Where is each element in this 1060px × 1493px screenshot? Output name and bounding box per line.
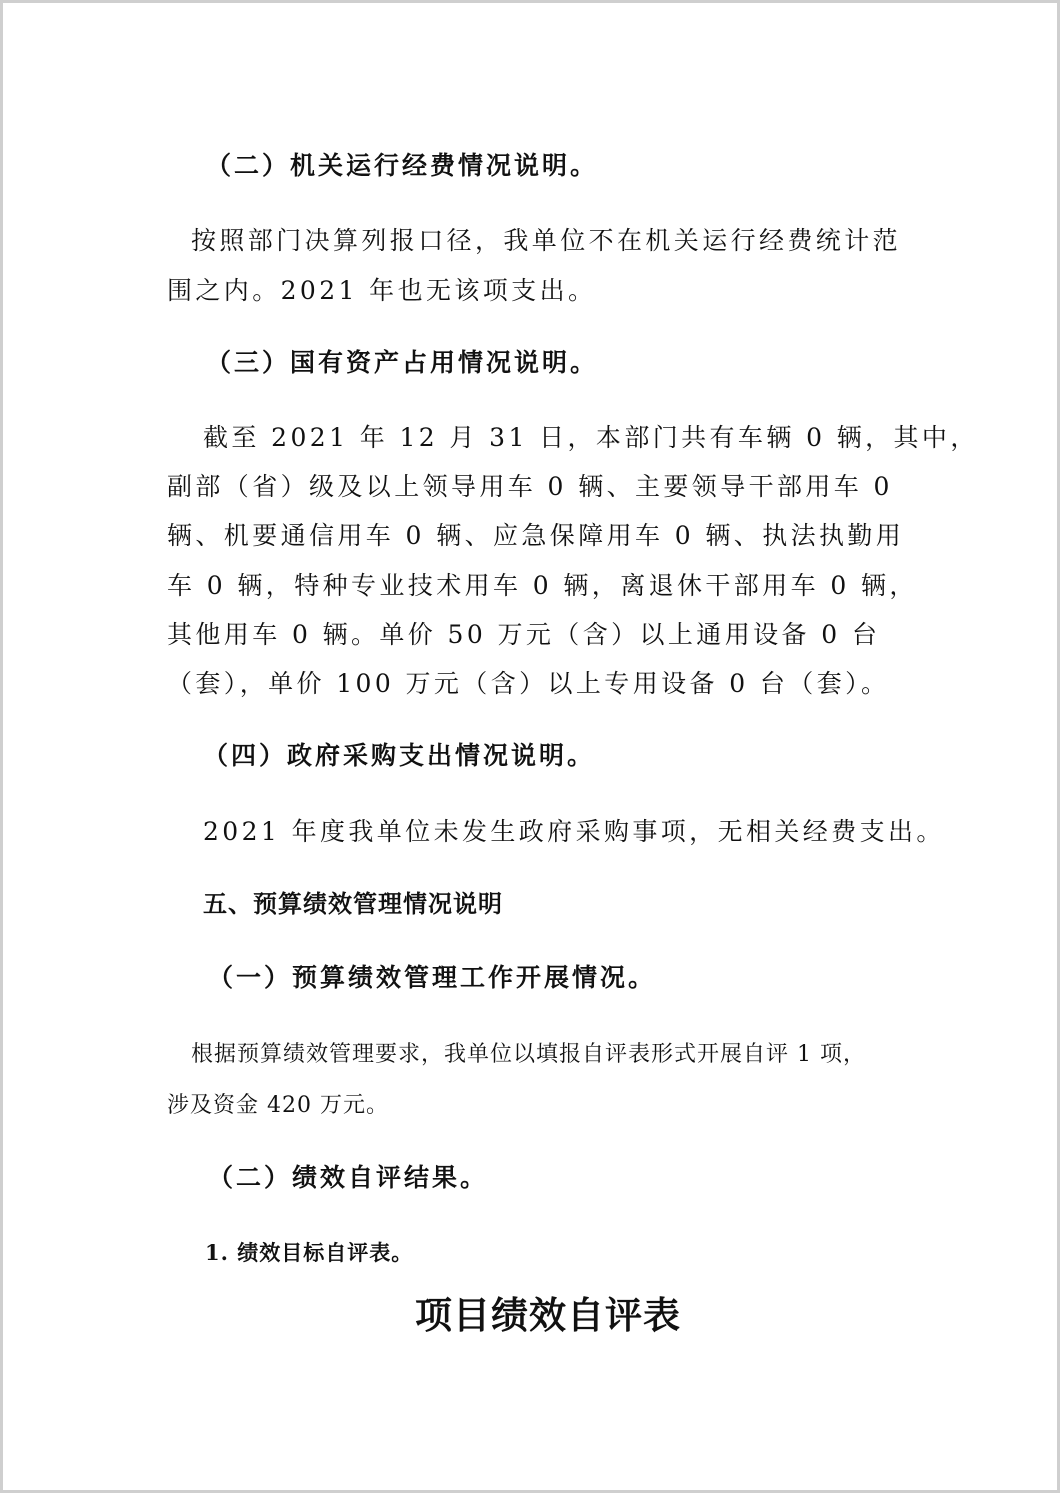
table-title: 项目绩效自评表 [415, 1293, 681, 1337]
paragraph-line: 车 0 辆，特种专业技术用车 0 辆，离退休干部用车 0 辆， [167, 571, 918, 600]
paragraph-line: 其他用车 0 辆。单价 50 万元（含）以上通用设备 0 台 [167, 620, 881, 649]
paragraph-line: 按照部门决算列报口径，我单位不在机关运行经费统计范 [191, 226, 902, 255]
section-heading-operating-expenses: （二）机关运行经费情况说明。 [206, 151, 599, 180]
paragraph-line: 2021 年度我单位未发生政府采购事项，无相关经费支出。 [203, 817, 945, 846]
section-heading-state-assets: （三）国有资产占用情况说明。 [206, 348, 599, 377]
section-heading-procurement: （四）政府采购支出情况说明。 [203, 741, 596, 770]
paragraph-line: 围之内。2021 年也无该项支出。 [167, 276, 597, 305]
item-heading-target-self-evaluation: 1. 绩效目标自评表。 [205, 1240, 414, 1265]
section-heading-performance-work: （一）预算绩效管理工作开展情况。 [208, 963, 657, 992]
paragraph-line: （套），单价 100 万元（含）以上专用设备 0 台（套）。 [167, 669, 890, 698]
paragraph-line: 辆、机要通信用车 0 辆、应急保障用车 0 辆、执法执勤用 [167, 521, 905, 550]
part-heading-performance-management: 五、预算绩效管理情况说明 [203, 889, 503, 918]
paragraph-line: 根据预算绩效管理要求，我单位以填报自评表形式开展自评 1 项， [191, 1042, 866, 1067]
section-heading-self-evaluation-results: （二）绩效自评结果。 [208, 1163, 489, 1192]
paragraph-line: 副部（省）级及以上领导用车 0 辆、主要领导干部用车 0 [167, 472, 893, 501]
paragraph-line: 涉及资金 420 万元。 [167, 1093, 389, 1118]
paragraph-line: 截至 2021 年 12 月 31 日，本部门共有车辆 0 辆，其中， [203, 423, 979, 452]
